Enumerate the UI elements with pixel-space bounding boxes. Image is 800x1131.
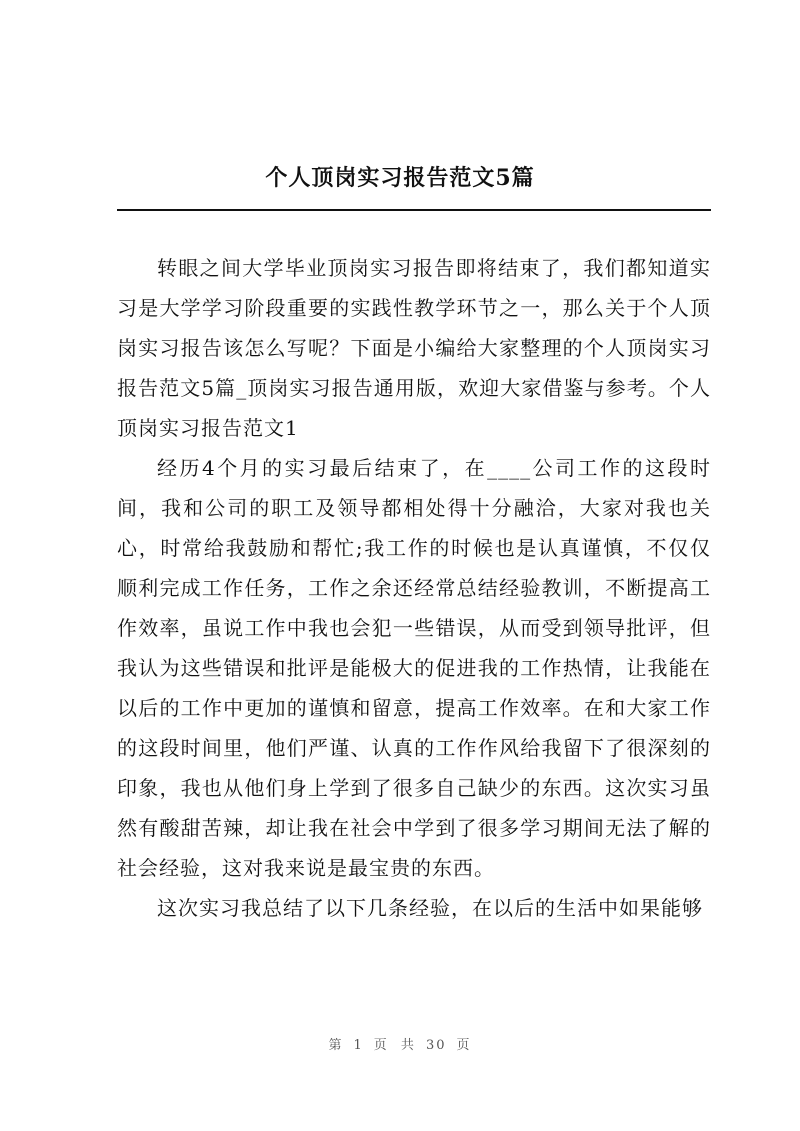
footer-total-pages: 30 — [425, 1038, 447, 1053]
page-footer — [0, 1034, 800, 1053]
document-title: 个人顶岗实习报告范文5篇 — [265, 165, 535, 191]
footer-label-page: 第 — [328, 1038, 344, 1053]
document-body — [117, 248, 711, 928]
paragraph-intro: 转眼之间大学毕业顶岗实习报告即将结束了，我们都知道实习是大学学习阶段重要的实践性教学环节之一，那么关于个人顶岗实习报告该怎么写呢？下面是小编给大家整理的个人顶岗实习报告范文5篇_顶岗实习报告通用版，欢迎大家借鉴与参考。个人顶岗实习报告范文1 — [117, 256, 711, 440]
paragraph-experience: 经历4个月的实习最后结束了，在____公司工作的这段时间，我和公司的职工及领导都相处得十分融洽，大家对我也关心，时常给我鼓励和帮忙;我工作的时候也是认真谨慎，不仅仅顺利完成工作任务，工作之余还经常总结经验教训，不断提高工作效率，虽说工作中我也会犯一些错误，从而受到领导批评，但我认为这些错误和批评是能极大的促进我的工作热情，让我能在以后的工作中更加的谨慎和留意，提高工作效率。在和大家工作的这段时间里，他们严谨、认真的工作作风给我留下了很深刻的印象，我也从他们身上学到了很多自己缺少的东西。这次实习虽然有酸甜苦辣，却让我在社会中学到了很多学习期间无法了解的社会经验，这对我来说是最宝贵的东西。 — [117, 456, 711, 880]
footer-current-page: 1 — [353, 1038, 364, 1053]
footer-label-pages: 页 — [456, 1038, 472, 1053]
title-divider — [117, 209, 711, 211]
footer-label-of: 页 共 — [373, 1038, 416, 1053]
paragraph-summary: 这次实习我总结了以下几条经验，在以后的生活中如果能够 — [157, 896, 703, 920]
